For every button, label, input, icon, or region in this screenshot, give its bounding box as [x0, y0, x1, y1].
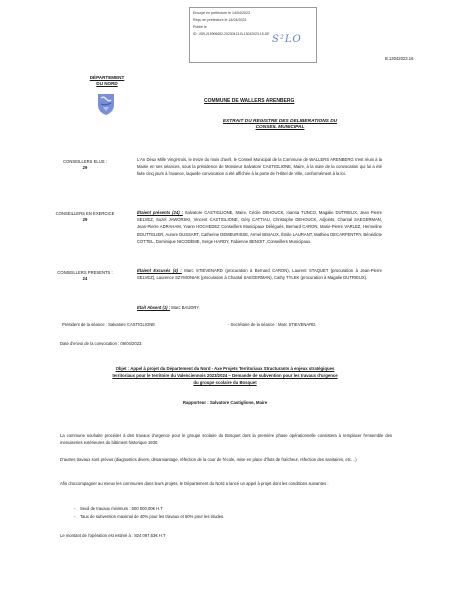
- commune-title: COMMUNE DE WALLERS ARENBERG: [204, 98, 295, 104]
- bullet-text: Seuil de travaux minimum : 500 000,00€ H.T: [80, 506, 163, 511]
- exercice-label-text: CONSEILLERS EN EXERCICE: [55, 211, 115, 216]
- presents-heading: Étaient présents (24) :: [137, 210, 183, 215]
- excuses-list: Marc STIEVENARD (procuration à Bernard CARON), Laurent STAQUET (procuration à Jean-Pierre SELVEZ), Laurence SZYMONIAK (procuration à Chantal SAEGERMAN), Cathy TYLEK (procuration à Magalie DUTRIEUX).: [137, 268, 382, 281]
- rapporteur-line: Rapporteur : Salvatore Castiglione, Maire: [182, 400, 268, 405]
- stamp-line: Publié le: [193, 25, 207, 29]
- absent-heading: Était Absent (1) :: [137, 305, 171, 310]
- body-paragraph-2: D'autres travaux sont prévus (diagnostics divers, désamiantage, réfection de la cour de l'école, mise en place d'îlots de fraîcheur, réfection des sanitaires, etc…): [60, 457, 357, 462]
- presents-label: [42, 270, 128, 282]
- presents-label-text: CONSEILLERS PRESENTS :: [57, 270, 113, 275]
- list-item: - Seuil de travaux minimum : 500 000,00€ H.T: [74, 506, 163, 511]
- objet-line: du groupe scolaire du Bosquet: [193, 380, 257, 386]
- presents-paragraph: [137, 209, 382, 245]
- stamp-line: Envoyé en préfecture le 14/04/2023: [193, 11, 250, 15]
- elus-label-text: CONSEILLERS ELUS :: [63, 159, 107, 164]
- body-paragraph-1: La commune souhaite procéder à des travaux d'urgence pour le groupe scolaire du Bosquet dont la première phase opérationnelle consistera à remplacer l'ensemble des menuiseries extérieures du bâtiment historique 1930.: [60, 433, 392, 445]
- presents-list: Salvatore CASTIGLIONE, Maire, Cécile DEHOUCK, Ioanna TUNCO, Magalie DUTRIEUX, Jean Pierre SELVEZ, Suzel JAWORSKI, Vincent CASTIGLIONE, Géry CATTIAU, Christophe DEHOUCK, Adjoints, Chantal SAEGERMAN, Jean-Pierre ADRAHAM, Yvann HOCHEDEZ Conseillers Municipaux Délégués, Bernard CARON, Marie-Pierre VARLEZ, Hermeline BOUTTELIER, Aurore DUSSART, Catherine DEMEURISSE, Armel BISIAUX, Émile LAURANT, Mathieu DECARFENTRY, Bénédicte COTTEL, Dominique NICODÈME, Serge HARDY, Fabienne BENOIT ,Conseillers Municipaux.: [137, 210, 383, 244]
- department-line: DU NORD: [96, 81, 118, 86]
- absent-list: Marc BAUDRY.: [170, 305, 200, 310]
- presents-count: 24: [82, 276, 88, 282]
- department-heading: [82, 75, 132, 87]
- bullet-text: Taux de subvention maximal de 40% pour les travaux et 50% pour les études.: [80, 514, 225, 519]
- excuses-heading: Étaient Excusés (4) :: [137, 268, 182, 273]
- secretaire-line: - Secrétaire de la séance : Marc STIEVENARD.: [228, 322, 317, 327]
- stamp-line: Reçu en préfecture le 14/04/2023: [193, 18, 247, 22]
- opening-paragraph: L'An Deux Mille Vingt-trois, le treize du mois d'avril, le Conseil Municipal de la Commune de WALLERS ARENBERG s'est réuni à la Mairie en ses séances, sous la présidence de Monsieur Salvatore CASTIGLIONE, Maire, à la suite de la convocation qui lui a été faite cinq jours à l'avance, laquelle convocation a été affichée à la porte de l'Hôtel de Ville, conformément à la loi.: [137, 157, 382, 177]
- extrait-line: EXTRAIT DU REGISTRE DES DELIBERATIONS DU: [222, 119, 338, 124]
- coat-of-arms-icon: [96, 92, 116, 116]
- exercice-count: 29: [82, 217, 88, 223]
- handwritten-mark: S²LO: [272, 34, 302, 45]
- deliberation-reference: B.13042023.16: [385, 56, 414, 61]
- convocation-line: Date d'envoi de la convocation : 06/04/2023.: [60, 341, 143, 346]
- extrait-line: CONSEIL MUNICIPAL: [255, 125, 305, 131]
- objet-line: Objet : Appel à projet du Département du Nord - Axe Projets Territoriaux Structurants à enjeux stratégiques: [115, 366, 335, 371]
- body-paragraph-4: Le montant de l'opération est estimé à : 824 097,63€ H.T: [60, 533, 166, 538]
- exercice-label: [42, 211, 128, 223]
- elus-count: 29: [82, 165, 88, 171]
- excuses-paragraph: [137, 267, 382, 281]
- president-line: Président de la séance : Salvatore CASTIGLIONE: [62, 322, 156, 327]
- elus-label: [42, 159, 128, 171]
- objet-line: territoriaux pour le territoire du Valenciennois 2023/2024 – Demande de subvention pour les travaux d'urgence: [112, 373, 338, 379]
- extrait-title: [195, 119, 365, 132]
- stamp-line: ID : 059-215906652-20230413-B-13042023-15-DE: [193, 32, 270, 36]
- department-line: DÉPARTEMENT: [89, 75, 125, 80]
- list-item: - Taux de subvention maximal de 40% pour les travaux et 50% pour les études.: [74, 514, 225, 519]
- body-paragraph-3: Afin d'accompagner au mieux les communes dans leurs projets, le Département du Nord a lancé un appel à projet dont les conditions suivantes :: [60, 481, 329, 486]
- absent-paragraph: [137, 304, 382, 311]
- objet-title: [50, 365, 400, 387]
